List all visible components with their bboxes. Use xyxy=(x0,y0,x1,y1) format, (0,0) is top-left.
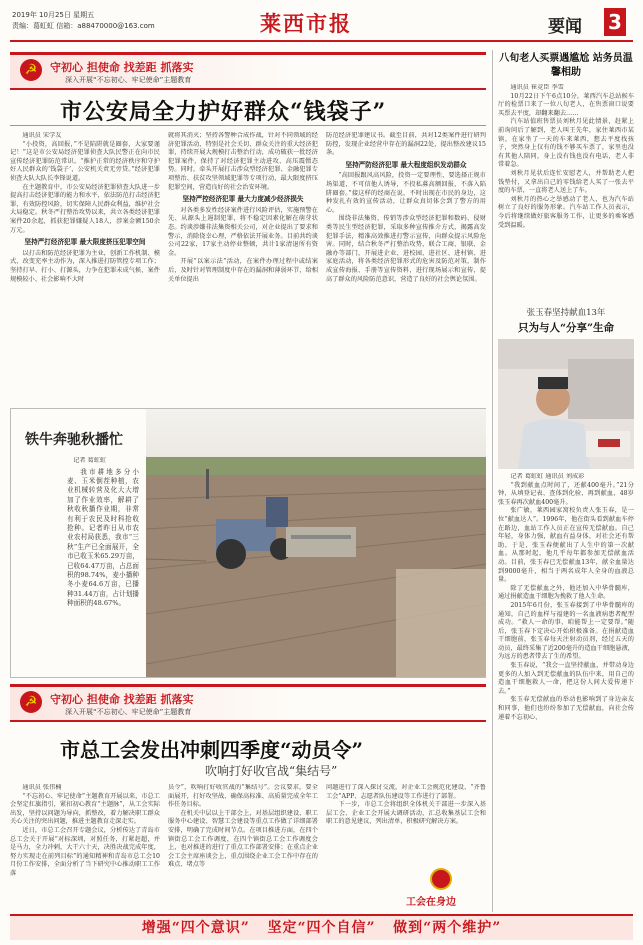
paragraph: 我市耕地多分小麦、玉米倒茬种植，农业机械转营及化大大增加了作业效率，解耕了秋收秋播作业期，非常有利于农民及时科抢收抢种。记者昨日从市农业农村局获悉，我市“三秋”生产已全面展开，全市已收玉米65.29万亩，已收64.47万亩，占总面积的98.74%，麦小播种冬小麦64.6万亩，已播种31.44万亩，占计划播种面积的48.67%。 xyxy=(67,467,139,608)
paragraph: 防范经济犯罪建议书。截至目前，共对12类案件进行研判防控，发现企业经营中存在的漏洞22处，提出整改建议15条。 xyxy=(326,132,486,157)
union-emblem-icon xyxy=(430,868,452,890)
article-union-col-3 xyxy=(326,784,486,827)
photo-caption xyxy=(67,457,139,609)
paragraph: 以打击和防范经济犯罪为主业，创新工作机制、模式，改变充率主动作为，深入推进打防管控专项工作；坚持打早、打小、打源头，力争在犯罪未成气候、案件规模较小、社会影响不大时 xyxy=(10,249,160,283)
byline: 记者 葛虹虹 通讯员 刘成彩 xyxy=(510,473,585,480)
paragraph: 近日，市总工会召开专题会议，分析传达了青岛市总工会关于开展“对标深圳，对照任务，打紧赶超，并是马力，全力冲刺，大干六十天，决胜决战完成年度，努力实现走在前列目标”的通知精神和青岛市总工会10月份工作安排，全面分析了当下研究中心推动职工工作落 xyxy=(10,826,160,877)
headline-rule xyxy=(10,125,486,126)
page-number: 3 xyxy=(604,8,626,36)
tractor-photo xyxy=(146,409,486,677)
paragraph: “高回报跟风高风险，投资一定要理性，要选择正规市场渠道，不可信他人诱导，不投私募高额回报，不落入陷阱圈套。”接这样的经商在说，不时出现在市民的身边，这种发扎有效的宣传活动，让群众真切体会到了警方的用心。 xyxy=(326,172,486,214)
subheading: 坚持严控经济犯罪 最大力度减少经济损失 xyxy=(182,195,304,204)
paragraph: 对各类多发性经济案件进行风险评估，实施预警在先、从源头上遏制犯罪，将不稳定因素化解在萌芽状态。约谈涉嫌非法集资相关公司，对企业提出了要求和警示，消除侥幸心理，严格依法开展业务。目前共约谈公司22家，17家主动停业整顿，共计1家清退所有资金。 xyxy=(168,206,318,257)
photo-news-box xyxy=(10,408,486,678)
paragraph: 下一步，市总工会将组织全体机关干部进一步深入基层工会、企业工会开展大调研活动，汇总收集基层工会和职工的意见建议，列出清单，积极研究解决方案。 xyxy=(326,801,486,826)
photo-title: 铁牛奔驰秋播忙 xyxy=(25,432,123,448)
headline-station: 八旬老人买票遇尴尬 站务员温馨相助 xyxy=(499,53,633,78)
paper-name: 莱西市报 xyxy=(260,11,352,36)
paragraph: 围绕非法集资、传销等涉众型经济犯罪和数码、侵财类等民生型经济犯罪，采取多种宣传推介方式，揭露高发犯罪手法，精准高效推进打警示宣传，向群众提示风险危害。同时，结合秋冬严打整治攻势，联合工商、银联、金融办等部门，开展进企业、进校园、进社区、进村镇、进家庭活动，将各类经济犯罪形式的危害及防范对策，制作成宣传海报、手册等宣传资料，进行现场展示和宣传，提高了群众的风险防范意识，营造了良好的社会舆论氛围。 xyxy=(326,215,486,283)
subheading: 坚持严打经济犯罪 最大限度挤压犯罪空间 xyxy=(24,238,146,247)
footer-slogan: 增强“四个意识” 坚定“四个自信” 做到“两个维护” xyxy=(141,920,502,936)
byline: 通讯员 宋学友 xyxy=(22,132,62,139)
right-article-1 xyxy=(498,52,634,230)
pre-headline: 张玉春坚持献血13年 xyxy=(526,308,606,318)
theme-banner-bottom xyxy=(10,684,486,722)
paragraph: 员令”，吹响打好收官战的“集结号”。会议要求，要全面展开，打好攻坚战、确保高标准、高质量完成全年工作任务目标。 xyxy=(168,784,318,809)
right-column-divider xyxy=(492,50,493,912)
paragraph: 张玉春无偿献血的举动也影响到了身边亲友和同事，他们也纷纷参加了无偿献血，向社会传递着不忘初心、 xyxy=(498,696,634,721)
union-logo xyxy=(400,868,486,910)
union-logo-text: 工会在身边 xyxy=(406,897,456,908)
right-article-1-body xyxy=(498,84,634,230)
section-title: 要闻 xyxy=(548,17,582,37)
subheading: 坚持严防经济犯罪 最大程度组织发动群众 xyxy=(345,160,467,169)
footer-slogan-bar xyxy=(10,914,633,940)
article-union-col-1 xyxy=(10,784,160,879)
article-union-col-2 xyxy=(168,784,318,870)
paragraph: 开展“以案示法”活动，在案件办理过程中或结案后，及时针对管理制度中存在的漏洞和薄弱环节，给相关单位提出 xyxy=(168,258,318,283)
byline: 通讯员 张伟楠 xyxy=(22,784,62,791)
paragraph: 在机关中层以上干部会上，对基层组织建设、职工服务中心建设、智慧工会建设等重点工作做了详细部署安排，明确了完成时间节点。在项目推进方面，在四个镇街总工会工作调度，在四个镇街总工会工作调度会上，也对推进的进行了重点工作部署安排；在重点企业会工会主席座谈会上，重点围绕企业工会工作中存在的难点、堵点等 xyxy=(168,809,318,869)
article-police-col-2 xyxy=(168,132,318,284)
banner-subtitle: 深入开展“不忘初心、牢记使命”主题教育 xyxy=(65,708,192,716)
paragraph: 张玉春说，“我会一直坚持献血，并带动身边更多的人加入到无偿献血的队伍中来，用自己的造血干细胞救人一命，把这份人间大爱传递下去。” xyxy=(498,662,634,695)
headline-police: 市公安局全力护好群众“钱袋子” xyxy=(60,99,387,125)
date-line: 2019年 10月25日 星期五 xyxy=(12,11,95,19)
paragraph: 刘秋月见状后连忙安慰老人，并帮助老人把钱垫付，又拿出自己的零钱给老人买了一张去平度的车票，一直将老人送上了车。 xyxy=(498,169,634,195)
headline-union: 市总工会发出冲刺四季度“动员令” xyxy=(60,738,364,762)
paragraph: “我到献血点时间了，还献400毫升。”21分钟，从填登记表、查体到化验，再到献血，48岁张玉春再次献血400毫升。 xyxy=(498,481,634,506)
donor-photo xyxy=(498,339,634,469)
theme-banner-top xyxy=(10,52,486,90)
paragraph: 张广敏，莱西园家窝校负责人张玉春，是一位“献血达人”。1996年，他在街头看到献血车停在路边，血站工作人员正在宣传无偿献血。自己年轻，身体力强，献血有益身体，对社会还有帮助，于是，张玉春便献出了人生中的第一次献血。从那时起，他几乎每年都参加无偿献血活动。目前，张玉春已无偿献血13年，献全血量达到9000毫升，相当于两名成年人全身的血液总量。 xyxy=(498,507,634,584)
editor-line: 责编：葛虹虹 信箱：a88470000@163.com xyxy=(12,22,155,30)
paragraph: “小投资，高回报，”不是陷阱就是圈套，大家要谨记！”这是市公安局经济犯罪侦查大队民警正在向市民宣传经济犯罪防范常识。“推护正常的经济秩序和守护好人民群众的‘钱袋子’，公安机关责无旁贷。”经济犯罪侦查大队大队长李锋说道。 xyxy=(10,140,160,182)
byline: 记者 葛虹虹 xyxy=(73,457,107,464)
party-emblem-icon: ☭ xyxy=(20,691,42,713)
right-article-2-body xyxy=(498,473,634,722)
byline: 通讯员 崔竞臣 李雪 xyxy=(510,84,564,91)
banner-subtitle: 深入开展“不忘初心、牢记使命”主题教育 xyxy=(65,76,192,84)
right-article-2 xyxy=(498,306,634,722)
paragraph: 汽车站值班售票员刘秋月见此情景，赶紧上前询问后了解到，老人叫王先年，家住莱西市某镇，在家坐了一天的车来莱西，想去平度找孩子，突然身上仅有的钱不够买车票了，家里也没有其他人陪同，身上没有钱也没有电话，老人非常着急。 xyxy=(498,118,634,169)
headline-donor: 只为与人“分享”生命 xyxy=(517,322,615,334)
party-emblem-icon: ☭ xyxy=(20,59,42,81)
subheadline-union: 吹响打好收官战“集结号” xyxy=(205,764,338,778)
paragraph: 就将其消灭；坚持各警种合成作战，针对不同领域的经济犯罪活动，特别是社会关切、群众关注的重大经济犯罪，持续开展大规模打击整治行动，成功破获一批经济犯罪案件，保持了对经济犯罪主动进攻、高压震慑态势。同时，牵头开展打击涉众型经济犯罪、金融犯罪专项整治、扶贫攻坚领域犯罪等专项行动，最大限度挤压犯罪空间，营造良好的社会治安环境。 xyxy=(168,132,318,191)
paragraph: 除了无偿献血之外，他还加入中华骨髓库，通过捐献造血干细胞为挽救了他人生命。 xyxy=(498,584,634,601)
paragraph: 在主题教育中，市公安局经济犯罪侦查大队进一步提高打击经济犯罪的能力和水平，依法防范打击经济犯罪，有效防控风险，切实保障人民群众利益，维护社会大局稳定。秋冬严打整治攻势以来，共立各类经济犯罪案件20余起，抓获犯罪嫌疑人18人，涉案金额150余万元。 xyxy=(10,183,160,234)
masthead xyxy=(10,6,633,42)
paragraph: “不忘初心、牢记使命”主题教育开展以来，市总工会坚定扛旗指引，紧扣初心教育“主题脉”，从工会实际出发，坚持以问题为导向，抓整改，着力解决职工群众关心关注的突出问题，推进主题教育走深走实。 xyxy=(10,792,160,826)
article-police-col-1 xyxy=(10,132,160,284)
paragraph: 2015年6月份，张玉春接到了中华骨髓库的通知，自己的血样与福建的一名血液病患者配型成功。“救人一命的事，咱能帮上一定要帮。”随后，张玉春下定决心开始积极准备。在捐献造血干细胞前，张玉春每天注射动员剂，经过五天的动员，最终采集了近200毫升的造血干细胞悬液，为远方的患者带去了生的希望。 xyxy=(498,601,634,661)
paragraph: 刘秋月的热心之举感动了老人，也为汽车站树立了良好的服务形象。汽车站工作人员表示，今后将继续做好旅客服务工作，让更多的乘客感受到温暖。 xyxy=(498,195,634,229)
banner-title: 守初心 担使命 找差距 抓落实 xyxy=(50,693,194,706)
paragraph: 10月22日下午6点10分，莱西汽车总站候车厅的检票口来了一位八旬老人，在售票窗口说要买票去平度，却翻来翻去…… xyxy=(498,92,634,117)
paragraph: 问题进行了深入探讨交流，对企业工会规范化建设、“齐鲁工会”APP、志愿者队伍建设等工作进行了部署。 xyxy=(326,784,486,800)
banner-title: 守初心 担使命 找差距 抓落实 xyxy=(50,61,194,74)
article-police-col-3 xyxy=(326,132,486,284)
